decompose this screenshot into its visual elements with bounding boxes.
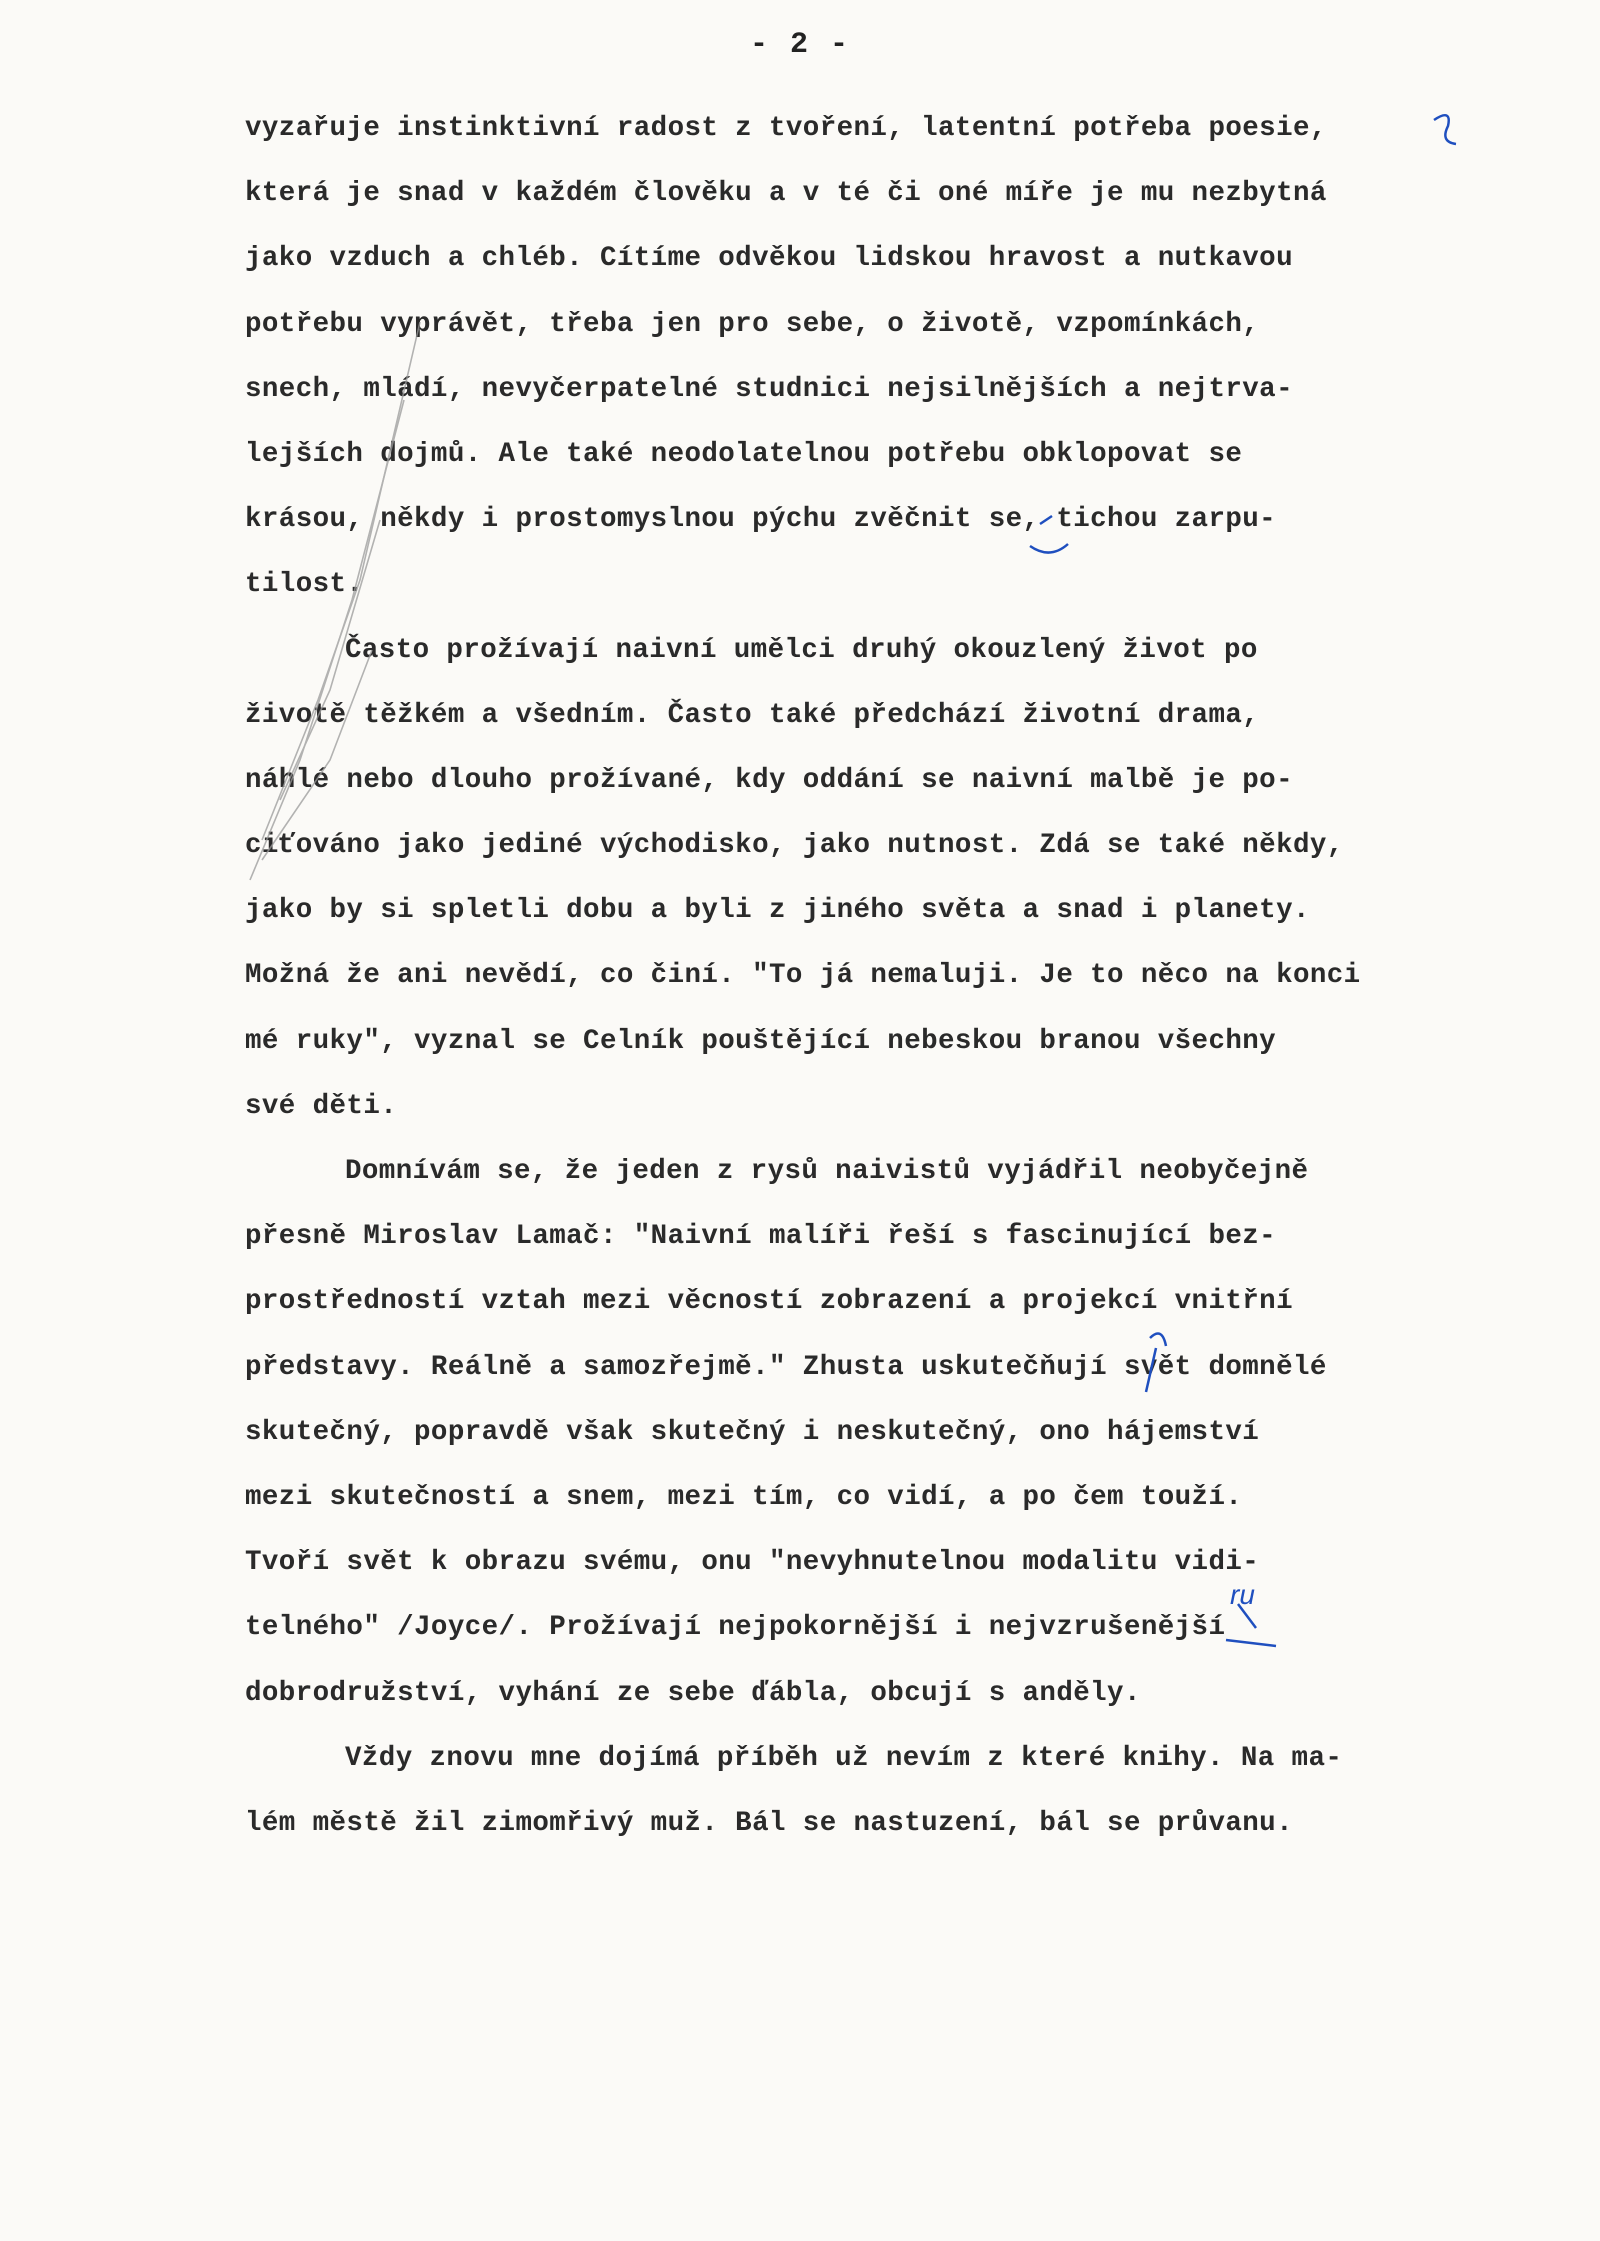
text-line: snech, mládí, nevyčerpatelné studnici nejsilnějších a nejtrva- xyxy=(245,373,1293,405)
text-line: mezi skutečností a snem, mezi tím, co vidí, a po čem touží. xyxy=(245,1481,1243,1513)
text-line: lejších dojmů. Ale také neodolatelnou potřebu obklopovat se xyxy=(245,438,1243,470)
text-line: Tvoří svět k obrazu svému, onu "nevyhnutelnou modalitu vidi- xyxy=(245,1547,1260,1579)
text-line: Často prožívají naivní umělci druhý okouzlený život po xyxy=(345,634,1258,666)
text-line: Domnívám se, že jeden z rysů naivistů vyjádřil neobyčejně xyxy=(345,1156,1309,1187)
text-line: Možná že ani nevědí, co činí. "To já nemaluji. Je to něco na konci xyxy=(245,960,1361,992)
text-line: přesně Miroslav Lamač: "Naivní malíři řeší s fascinující bez- xyxy=(245,1221,1277,1253)
text-line: ciťováno jako jediné východisko, jako nutnost. Zdá se také někdy, xyxy=(245,830,1344,862)
ink-note-ru: ru xyxy=(1230,1579,1255,1610)
text-line: lém městě žil zimomřivý muž. Bál se nastuzení, bál se průvanu. xyxy=(245,1807,1293,1839)
text-line: své děti. xyxy=(245,1090,398,1122)
text-line: vyzařuje instinktivní radost z tvoření, latentní potřeba poesie, xyxy=(245,113,1327,144)
text-line: krásou, někdy i prostomyslnou pýchu zvěčnit se, tichou zarpu- xyxy=(245,504,1277,536)
text-line: dobrodružství, vyhání ze sebe ďábla, obcují s anděly. xyxy=(245,1677,1141,1709)
text-line: prostředností vztah mezi věcností zobrazení a projekcí vnitřní xyxy=(245,1286,1293,1318)
text-line: mé ruky", vyznal se Celník pouštějící nebeskou branou všechny xyxy=(245,1025,1277,1057)
text-line: Vždy znovu mne dojímá příběh už nevím z které knihy. Na ma- xyxy=(345,1742,1343,1774)
text-line: jako by si spletli dobu a byli z jiného světa a snad i planety. xyxy=(245,895,1310,927)
text-line: tilost. xyxy=(245,569,364,601)
text-line: jako vzduch a chléb. Cítíme odvěkou lidskou hravost a nutkavou xyxy=(245,243,1293,275)
text-line: skutečný, popravdě však skutečný i neskutečný, ono hájemství xyxy=(245,1416,1260,1448)
text-line: náhlé nebo dlouho prožívané, kdy oddání se naivní malbě je po- xyxy=(245,764,1293,796)
text-line: potřebu vyprávět, třeba jen pro sebe, o životě, vzpomínkách, xyxy=(245,308,1260,340)
typewritten-body xyxy=(245,108,1585,1868)
text-line: která je snad v každém člověku a v té či oné míře je mu nezbytná xyxy=(245,178,1327,210)
text-line: telného" /Joyce/. Prožívají nejpokornější i nejvzrušenější xyxy=(245,1612,1226,1644)
page-number: - 2 - xyxy=(749,28,850,62)
text-line: životě těžkém a všedním. Často také předchází životní drama, xyxy=(245,699,1260,731)
text-line: představy. Reálně a samozřejmě." Zhusta uskutečňují svět domnělé xyxy=(245,1351,1327,1383)
